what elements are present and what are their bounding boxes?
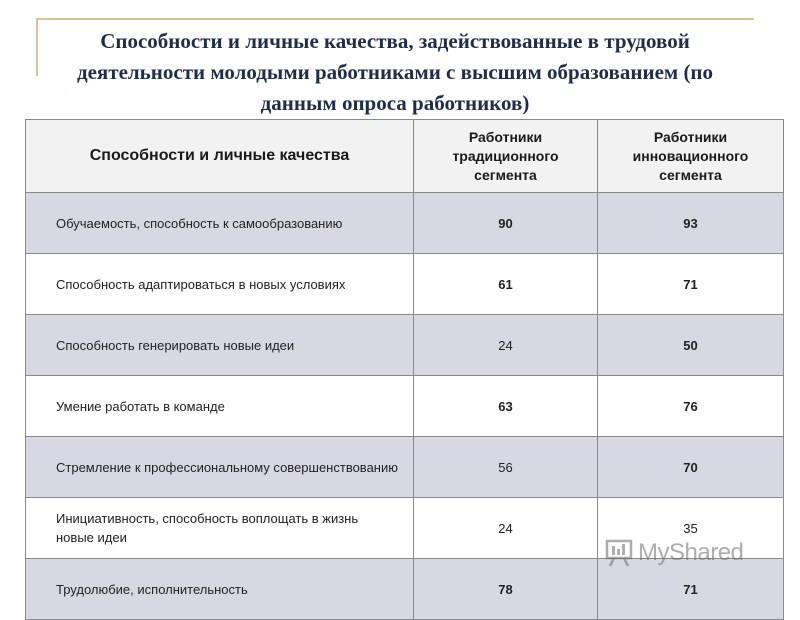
row-label: Способность адаптироваться в новых условиях (26, 254, 414, 315)
row-label: Способность генерировать новые идеи (26, 315, 414, 376)
innovative-value: 71 (598, 559, 784, 620)
row-label: Стремление к профессиональному совершенствованию (26, 437, 414, 498)
presentation-board-icon (604, 538, 634, 568)
traditional-value: 90 (414, 193, 598, 254)
traditional-value: 24 (414, 498, 598, 559)
header-abilities: Способности и личные качества (26, 120, 414, 193)
header-traditional: Работники традиционного сегмента (414, 120, 598, 193)
innovative-value: 71 (598, 254, 784, 315)
row-label: Умение работать в команде (26, 376, 414, 437)
table-row (26, 376, 784, 437)
row-label: Трудолюбие, исполнительность (26, 559, 414, 620)
innovative-value: 93 (598, 193, 784, 254)
traditional-value: 24 (414, 315, 598, 376)
table-row (26, 437, 784, 498)
table-row (26, 193, 784, 254)
row-label: Обучаемость, способность к самообразованию (26, 193, 414, 254)
innovative-value: 76 (598, 376, 784, 437)
row-label: Инициативность, способность воплощать в жизнь новые идеи (26, 498, 414, 559)
watermark-text: MyShared (638, 539, 744, 566)
traditional-value: 56 (414, 437, 598, 498)
table-row (26, 315, 784, 376)
header-innovative: Работники инновационного сегмента (598, 120, 784, 193)
watermark (604, 538, 743, 568)
traditional-value: 63 (414, 376, 598, 437)
innovative-value: 35 (598, 498, 784, 559)
table-row (26, 254, 784, 315)
accent-line-left (36, 18, 38, 76)
slide-title: Способности и личные качества, задействованные в трудовой деятельности молодыми работниками с высшим образованием (по данным опроса работников) (76, 29, 714, 115)
innovative-value: 50 (598, 315, 784, 376)
traditional-value: 78 (414, 559, 598, 620)
innovative-value: 70 (598, 437, 784, 498)
accent-line-top (36, 18, 754, 20)
table-header-row (26, 120, 784, 193)
traditional-value: 61 (414, 254, 598, 315)
